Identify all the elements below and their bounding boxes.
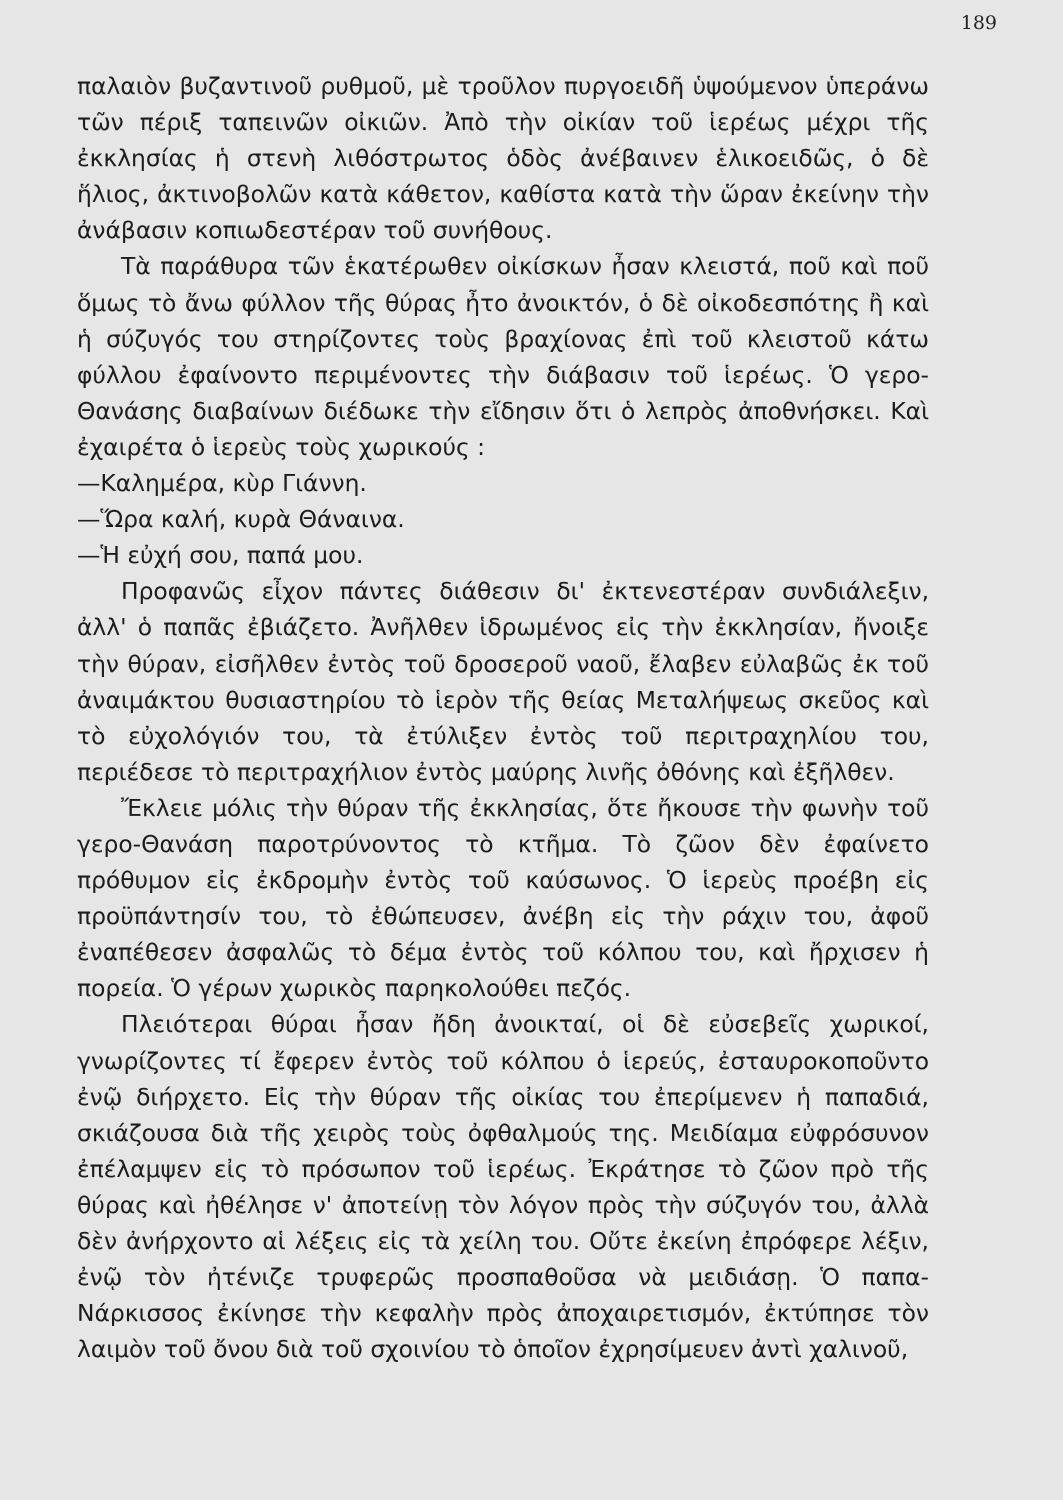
dialogue-line: —Καλημέρα, κὺρ Γιάννη. xyxy=(77,469,367,498)
paragraph: Ἔκλειε μόλις τὴν θύραν τῆς ἐκκλησίας, ὅτε ἤκουσε τὴν φωνὴν τοῦ γερο-Θανάση παροτρύνοντος τὸ κτῆμα. Τὸ ζῶον δὲν ἐφαίνετο πρόθυμον εἰς ἐκδρομὴν ἐντὸς τοῦ καύσωνος. Ὁ ἱερεὺς προέβη εἰς προϋπάντησίν του, τὸ ἐθώπευσεν, ἀνέβη εἰς τὴν ράχιν του, ἀφοῦ ἐναπέθεσεν ἀσφαλῶς τὸ δέμα ἐντὸς τοῦ κόλπου του, καὶ ἤρχισεν ἡ πορεία. Ὁ γέρων χωρικὸς παρηκολούθει πεζός. xyxy=(77,793,929,1003)
dialogue-line: —Ὥρα καλή, κυρὰ Θάναινα. xyxy=(77,505,405,534)
paragraph: Προφανῶς εἶχον πάντες διάθεσιν δι' ἐκτενεστέραν συνδιάλεξιν, ἀλλ' ὁ παπᾶς ἐβιάζετο. Ἀνῆλθεν ἱδρωμένος εἰς τὴν ἐκκλησίαν, ἤνοιξε τὴν θύραν, εἰσῆλθεν ἐντὸς τοῦ δροσεροῦ ναοῦ, ἔλαβεν εὐλαβῶς ἐκ τοῦ ἀναιμάκτου θυσιαστηρίου τὸ ἱερὸν τῆς θείας Μεταλήψεως σκεῦος καὶ τὸ εὐχολόγιόν του, τὰ ἐτύλιξεν ἐντὸς τοῦ περιτραχηλίου του, περιέδεσε τὸ περιτραχήλιον ἐντὸς μαύρης λινῆς ὀθόνης καὶ ἐξῆλθεν. xyxy=(77,577,929,786)
page-number: 189 xyxy=(960,12,997,34)
paragraph: Τὰ παράθυρα τῶν ἑκατέρωθεν οἰκίσκων ἦσαν κλειστά, ποῦ καὶ ποῦ ὅμως τὸ ἄνω φύλλον τῆς θύρας ἦτο ἀνοικτόν, ὁ δὲ οἰκοδεσπότης ἢ καὶ ἡ σύζυγός του στηρίζοντες τοὺς βραχίονας ἐπὶ τοῦ κλειστοῦ κάτω φύλλου ἐφαίνοντο περιμένοντες τὴν διάβασιν τοῦ ἱερέως. Ὁ γερο- Θανάσης διαβαίνων διέδωκε τὴν εἴδησιν ὅτι ὁ λεπρὸς ἀποθνήσκει. Καὶ ἐχαιρέτα ὁ ἱερεὺς τοὺς χωρικούς : xyxy=(77,252,929,461)
dialogue-line: —Ἡ εὐχή σου, παπά μου. xyxy=(77,541,364,570)
paragraph: παλαιὸν βυζαντινοῦ ρυθμοῦ, μὲ τροῦλον πυργοειδῆ ὑψούμενον ὑπεράνω τῶν πέριξ ταπεινῶν οἰκιῶν. Ἀπὸ τὴν οἰκίαν τοῦ ἱερέως μέχρι τῆς ἐκκλησίας ἡ στενὴ λιθόστρωτος ὁδὸς ἀνέβαινεν ἑλικοειδῶς, ὁ δὲ ἥλιος, ἀκτινοβολῶν κατὰ κάθετον, καθίστα κατὰ τὴν ὥραν ἐκείνην τὴν ἀνάβασιν κοπιωδεστέραν τοῦ συνήθους. xyxy=(77,72,929,245)
paragraph: Πλειότεραι θύραι ἦσαν ἤδη ἀνοικταί, οἱ δὲ εὐσεβεῖς χωρικοί, γνωρίζοντες τί ἔφερεν ἐντὸς τοῦ κόλπου ὁ ἱερεύς, ἐσταυροκοποῦντο ἐνῷ διήρχετο. Εἰς τὴν θύραν τῆς οἰκίας του ἐπερίμενεν ἡ παπαδιά, σκιάζουσα διὰ τῆς χειρὸς τοὺς ὀφθαλμούς της. Μειδίαμα εὐφρόσυνον ἐπέλαμψεν εἰς τὸ πρόσωπον τοῦ ἱερέως. Ἐκράτησε τὸ ζῶον πρὸ τῆς θύρας καὶ ἠθέλησε ν' ἀποτείνῃ τὸν λόγον πρὸς τὴν σύζυγόν του, ἀλλὰ δὲν ἀνήρχοντο αἱ λέξεις εἰς τὰ χείλη του. Οὔτε ἐκείνη ἐπρόφερε λέξιν, ἐνῷ τὸν ἠτένιζε τρυφερῶς προσπαθοῦσα νὰ μειδιάσῃ. Ὁ παπα-Νάρκισσος ἐκίνησε τὴν κεφαλὴν πρὸς ἀποχαιρετισμόν, ἐκτύπησε τὸν λαιμὸν τοῦ ὄνου διὰ τοῦ σχοινίου τὸ ὁποῖον ἐχρησίμευεν ἀντὶ χαλινοῦ, xyxy=(77,1010,929,1364)
body-text xyxy=(77,68,929,1367)
